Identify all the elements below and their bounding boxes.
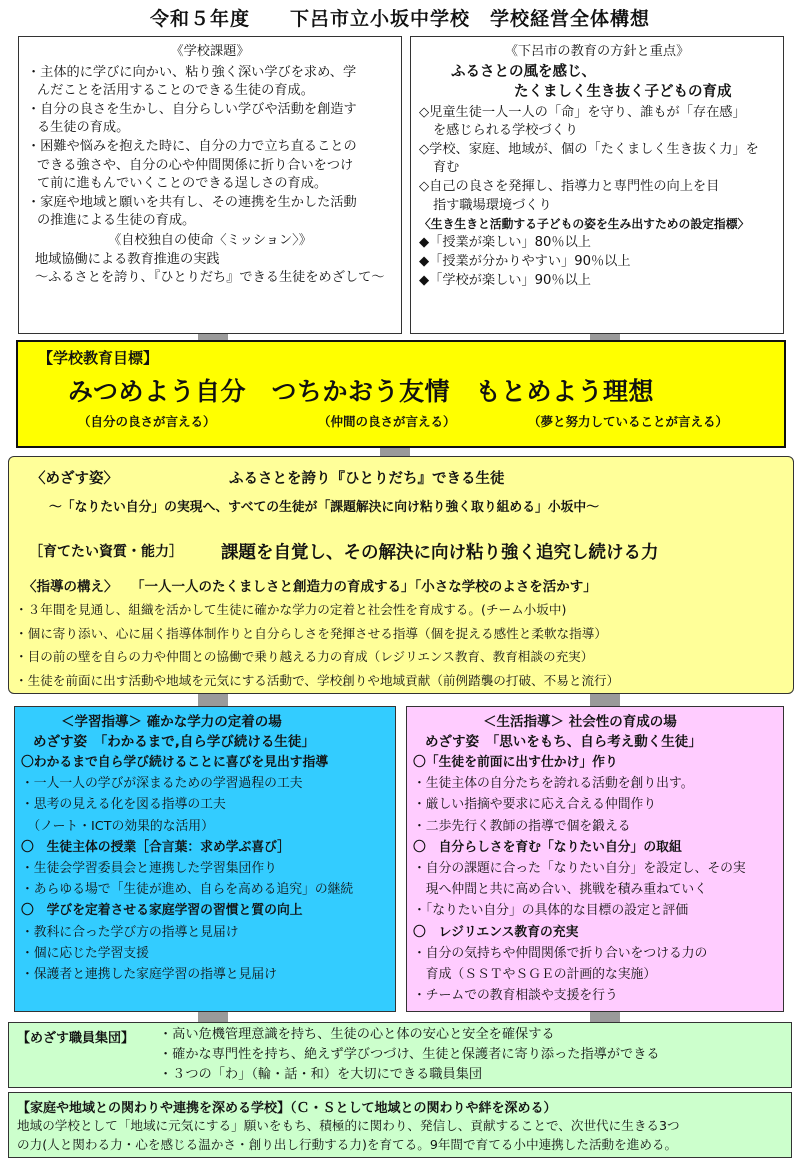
aim-label: 〈めざす姿〉 <box>31 471 118 487</box>
city-policy-heading: 《下呂市の教育の方針と重点》 <box>504 44 690 59</box>
learning-heading: ＜学習指導＞ 確かな学力の定着の場 <box>61 714 282 730</box>
aim-bullet: ・目の前の壁を自らの力や仲間との協働で乗り越える力の育成（レジリエンス教育、教育相談の充実） <box>15 649 594 664</box>
learning-box <box>14 706 396 1012</box>
community-line: 地域の学校として「地域に元気にする」願いをもち、積極的に関わり、発信し、貢献することで、次世代に生きる3つ <box>17 1118 680 1133</box>
staff-box <box>8 1022 792 1088</box>
life-line: 〇 レジリエンス教育の充実 <box>413 924 579 940</box>
learning-line: 〇 生徒主体の授業［合言葉：求め学ぶ喜び］ <box>21 839 290 855</box>
stance-label: 〈指導の構え〉 <box>23 579 118 595</box>
learning-line: ・思考の見える化を図る指導の工夫 <box>21 797 226 813</box>
school-goal-sub: （仲間の良さが言える） <box>318 414 456 429</box>
aim-text: ふるさとを誇り『ひとりだち』できる生徒 <box>229 471 505 487</box>
school-issues-list <box>27 64 393 231</box>
life-line: ・自分の課題に合った「なりたい自分」を設定し、その実 <box>413 861 746 877</box>
life-line: 現へ仲間と共に高め合い、挑戦を積み重ねていく <box>413 882 708 898</box>
life-line: 〇「生徒を前面に出す仕かけ」作り <box>413 755 618 770</box>
school-issue-line: できる強さや、自分の心や仲間関係に折り合いをつけ <box>37 157 354 173</box>
life-line: ・厳しい指摘や要求に応え合える仲間作り <box>413 797 657 813</box>
aim-bullet: ・個に寄り添い、心に届く指導体制作りと自分らしさを発揮させる指導（個を捉える感性と柔軟な指導） <box>15 625 607 641</box>
aim-bullets <box>15 598 619 692</box>
indicator-item: ◆「授業が楽しい」80％以上 <box>419 235 591 251</box>
learning-aim: めざす姿 「わかるまで,自ら学び続ける生徒」 <box>33 734 315 750</box>
school-goal-box <box>16 340 786 448</box>
city-motto-line: ふるさとの風を感じ、 <box>451 63 596 80</box>
learning-line: ・生徒会学習委員会と連携した学習集団作り <box>21 861 277 877</box>
life-aim: めざす姿 「思いをもち、自ら考え動く生徒」 <box>425 734 702 750</box>
connector <box>590 1012 620 1022</box>
school-issue-line: ・主体的に学びに向かい、粘り強く深い学びを求め、学 <box>27 64 357 80</box>
school-goal-sub: （自分の良さが言える） <box>78 414 216 429</box>
life-box <box>406 706 784 1012</box>
life-line: ・二歩先行く教師の指導で個を鍛える <box>413 818 631 834</box>
city-policy-line: 指す職場環境づくり <box>433 197 552 213</box>
learning-line: （ノート・ICTの効果的な活用） <box>21 818 214 834</box>
community-line: の力(人と関わる力・心を感じる温かさ・創り出し行動する力)を育てる。9年間で育てる小中連携した活動を進める。 <box>17 1137 678 1152</box>
mission-heading: 《自校独自の使命〈ミッション〉》 <box>108 232 312 248</box>
school-issues-box <box>18 36 402 334</box>
indicator-item: ◆「授業が分かりやすい」90％以上 <box>419 254 631 270</box>
aim-box <box>8 456 794 694</box>
city-policy-line: ◇自己の良さを発揮し、指導力と専門性の向上を目 <box>419 178 720 194</box>
school-issues-heading: 《学校課題》 <box>170 44 250 59</box>
school-issue-line: ・家庭や地域と願いを共有し、その連携を生かした活動 <box>27 194 357 210</box>
connector <box>380 448 410 456</box>
aim-sub: ～「なりたい自分」の実現へ、すべての生徒が「課題解決に向け粘り強く取り組める」小坂中～ <box>49 500 600 515</box>
staff-line: ・高い危機管理意識を持ち、生徒の心と体の安心と安全を確保する <box>159 1027 555 1042</box>
community-heading: 【家庭や地域との関わりや連携を深める学校】（Ｃ・Ｓとして地域との関わりや絆を深める） <box>17 1101 557 1116</box>
mission-line: 地域協働による教育推進の実践 <box>35 251 220 267</box>
school-goal-label: 【学校教育目標】 <box>38 349 159 367</box>
school-issue-line: ・困難や悩みを抱えた時に、自分の力で立ち直ることの <box>27 138 357 154</box>
learning-line: 〇わかるまで自ら学び続けることに喜びを見出す指導 <box>21 755 329 770</box>
life-line: ・「なりたい自分」の具体的な目標の設定と評価 <box>413 903 689 919</box>
staff-line: ・３つの「わ」（輪・話・和）を大切にできる職員集団 <box>159 1067 483 1082</box>
quality-label: ［育てたい資質・能力］ <box>29 544 183 560</box>
school-goal-sub: （夢と努力していることが言える） <box>528 414 729 429</box>
aim-bullet: ・生徒を前面に出す活動や地域を元気にする活動で、学校創りや地域貢献（前例踏襲の打破、不易と流行） <box>15 672 620 688</box>
mission-line: ～ふるさとを誇り、『ひとりだち』できる生徒をめざして～ <box>35 270 385 286</box>
city-policy-list <box>419 104 775 216</box>
community-box <box>8 1092 792 1158</box>
staff-line: ・確かな専門性を持ち、絶えず学びつづけ、生徒と保護者に寄り添った指導ができる <box>159 1047 660 1062</box>
connector <box>198 1012 228 1022</box>
school-issue-line: て前に進もんでいくことのできる逞しさの育成。 <box>37 176 328 192</box>
aim-bullet: ・３年間を見通し、組織を活かして生徒に確かな学力の定着と社会性を育成する。(チーム小坂中) <box>15 602 567 617</box>
life-line: 〇 自分らしさを育む「なりたい自分」の取組 <box>413 839 682 855</box>
life-list <box>413 752 777 1006</box>
city-policy-line: ◇児童生徒一人一人の「命」を守り、誰もが「存在感」 <box>419 104 746 120</box>
life-line: 育成（ＳＳＴやＳＧＥの計画的な実施） <box>413 967 657 983</box>
city-policy-line: ◇学校、家庭、地域が、個の「たくましく生き抜く力」を <box>419 141 759 157</box>
city-policy-line: 育む <box>433 160 460 176</box>
life-heading: ＜生活指導＞ 社会性の育成の場 <box>483 714 677 730</box>
staff-label: 【めざす職員集団】 <box>17 1031 135 1046</box>
learning-line: ・保護者と連携した家庭学習の指導と見届け <box>21 967 277 983</box>
life-line: ・自分の気持ちや仲間関係で折り合いをつける力の <box>413 945 708 961</box>
city-policy-box <box>410 36 784 334</box>
learning-line: 〇 学びを定着させる家庭学習の習慣と質の向上 <box>21 903 303 919</box>
page-title: 令和５年度 下呂市立小坂中学校 学校経営全体構想 <box>149 8 650 30</box>
city-policy-line: を感じられる学校づくり <box>433 123 579 139</box>
school-issue-line: ・自分の良さを生かし、自分らしい学びや活動を創造す <box>27 101 357 117</box>
school-issue-line: る生徒の育成。 <box>37 120 130 136</box>
connector <box>590 694 620 706</box>
school-goal-main: みつめよう自分 つちかおう友情 もとめよう理想 <box>68 377 655 406</box>
learning-line: ・個に応じた学習支援 <box>21 945 149 961</box>
learning-list <box>21 752 389 985</box>
school-issue-line: んだことを活用することのできる生徒の育成。 <box>37 83 314 99</box>
life-line: ・生徒主体の自分たちを誇れる活動を創り出す。 <box>413 776 694 792</box>
connector <box>198 694 228 706</box>
quality-text: 課題を自覚し、その解決に向け粘り強く追究し続ける力 <box>221 543 659 563</box>
indicator-heading: 〈生き生きと活動する子どもの姿を生み出すための設定指標〉 <box>419 217 750 232</box>
indicator-item: ◆「学校が楽しい」90％以上 <box>419 273 591 289</box>
indicator-list <box>419 233 775 290</box>
city-motto-line: たくましく生き抜く子どもの育成 <box>514 83 732 100</box>
life-line: ・チームでの教育相談や支援を行う <box>413 988 618 1004</box>
learning-line: ・教科に合った学び方の指導と見届け <box>21 924 239 940</box>
learning-line: ・一人一人の学びが深まるための学習過程の工夫 <box>21 776 303 792</box>
stance-text: 「一人一人のたくましさと創造力の育成する」「小さな学校のよさを活かす」 <box>131 579 597 595</box>
learning-line: ・あらゆる場で「生徒が進め、自らを高める追究」の継続 <box>21 882 354 898</box>
school-issue-line: の推進による生徒の育成。 <box>37 213 196 229</box>
